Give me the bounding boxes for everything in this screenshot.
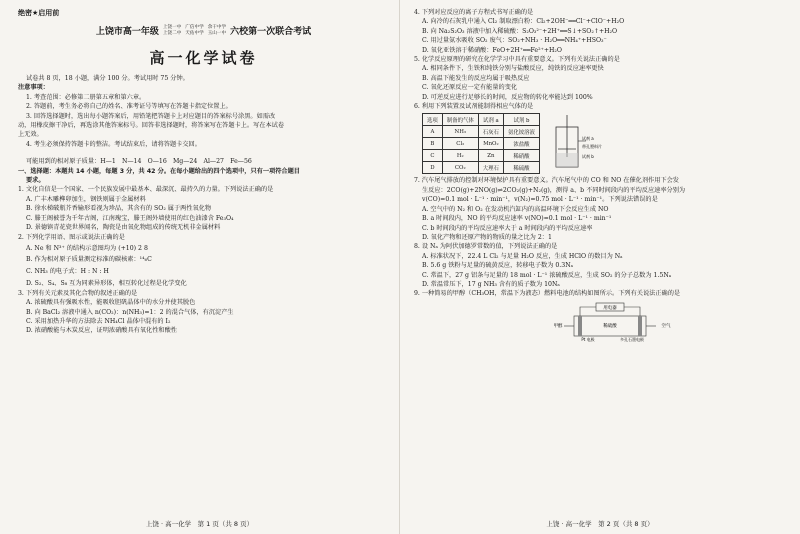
question-7-option-b: B. a 时间段内，NO 的平均反应速率 v(NO)=0.1 mol · L⁻¹ · min⁻¹ xyxy=(422,215,612,223)
table-cell: B xyxy=(423,138,443,150)
table-cell: MnO₂ xyxy=(478,138,503,150)
question-1-option-a: A. 广丰木雕榫卯加生，钢铁则属于金属材料 xyxy=(26,195,146,203)
page-footer: 上饶 · 高一化学 第 2 页（共 8 页） xyxy=(546,520,654,528)
atomic-masses: 可能用到的相对原子质量：H—1 N—14 O—16 Mg—24 Al—27 Fe—56 xyxy=(26,158,252,166)
header-prefix: 上饶市高一年级 xyxy=(95,27,159,37)
school-name: 玉山一中 xyxy=(207,30,227,36)
gas-generator-apparatus xyxy=(548,113,604,173)
table-cell: A xyxy=(423,126,443,138)
apparatus-label: 试剂 b xyxy=(581,154,594,160)
table-header-row xyxy=(423,114,540,126)
question-5-option-c: C. 氧化还原反应一定有能量的变化 xyxy=(422,84,518,92)
question-2-stem: 2. 下列化学用语、图示或说法正确的是 xyxy=(18,233,125,241)
table-header: 选项 xyxy=(423,114,443,126)
question-5-stem: 5. 化学反应原理的研究在化学学习中具有重要意义。下列有关说法正确的是 xyxy=(414,56,620,64)
exam-header xyxy=(18,24,389,37)
header-schools xyxy=(163,25,226,37)
table-cell: 大理石 xyxy=(478,162,503,174)
table-cell: 浓盐酸 xyxy=(503,138,539,150)
question-7-line: 7. 汽车尾气排放的控制对环境保护具有重要意义。汽车尾气中的 CO 和 NO 在催化剂作用下会发 xyxy=(414,177,679,185)
note-line: 2. 答题前，考生务必将自己的姓名、准考证号等填写在答题卡指定位置上。 xyxy=(26,103,232,111)
page-title: 高一化学试卷 xyxy=(149,49,258,67)
question-5-option-a: A. 相同条件下，生铁和纯铁分别与盐酸反应，纯铁的反应速率更快 xyxy=(422,65,604,73)
question-1-option-d: D. 景德镇青花瓷世界闻名，陶瓷是由氧化物组成的传统无机非金属材料 xyxy=(26,224,221,232)
table-header: 试剂 a xyxy=(478,114,503,126)
question-8-option-b: B. 5.6 g 铁粉与足量的硫黄反应，转移电子数为 0.3Nₐ xyxy=(422,262,574,270)
question-1-option-b: B. 徐水梯破瓶芥香输形看视为珍品，其含有的 SO₂ 属于两性氧化物 xyxy=(26,205,212,213)
section-heading: 一、选择题：本题共 14 小题，每题 3 分，共 42 分。在每小题给出的四个选项中，只有一项符合题目 xyxy=(18,167,300,175)
school-name: 上饶一中 xyxy=(162,24,182,30)
table-header: 制备的气体 xyxy=(442,114,478,126)
question-3-option-b: B. 向 BaCl₂ 溶液中通入 n(CO₂)：n(NH₃)=1：2 的混合气体，有沉淀产生 xyxy=(26,308,234,316)
page-footer: 上饶 · 高一化学 第 1 页（共 8 页） xyxy=(145,520,254,528)
question-7-option-c: C. b 时间段内的平均反应速率大于 a 时间段内的平均反应速率 xyxy=(422,224,593,232)
fuel-cell-diagram xyxy=(544,302,684,342)
secret-mark: 绝密★启用前 xyxy=(18,9,60,17)
question-6-figure xyxy=(422,113,784,174)
school-name: 天佑中学 xyxy=(185,30,204,36)
table-cell: CO₂ xyxy=(442,162,478,174)
diagram-label: 用电器 xyxy=(603,305,617,311)
question-8-stem: 8. 设 Nₐ 为阿伏加德罗常数的值，下列说法正确的是 xyxy=(414,243,558,251)
notes-heading: 注意事项： xyxy=(18,84,49,92)
question-4-option-a: A. 向冷的石灰乳中通入 Cl₂ 制取漂白粉：Cl₂+2OH⁻══Cl⁻+ClO⁻+H₂O xyxy=(422,18,625,26)
question-7-option-d: D. 氧化产物和还原产物的物质的量之比为 2：1 xyxy=(422,233,552,241)
table-cell: 稀硝酸 xyxy=(503,150,539,162)
question-2-option-d: D. S₂、S₄、S₈ 互为同素异形体，相互转化过程是化学变化 xyxy=(26,280,187,288)
apparatus-label: 试剂 a xyxy=(581,136,594,142)
school-name: 上饶二中 xyxy=(162,30,182,36)
diagram-label: 甲醇 xyxy=(553,323,563,329)
note-line: 3. 回答选择题时，选出每小题答案后，用铅笔把答题卡上对应题目的答案标号涂黑。如需改 xyxy=(26,112,276,120)
question-3-option-d: D. 浓硝酸能与木炭反应，证明浓硝酸具有氧化性和酸性 xyxy=(26,327,177,335)
table-row xyxy=(423,126,540,138)
school-name: 广信中学 xyxy=(185,24,204,30)
question-2-option-a: A. Ne 和 N³⁺ 的结构示意图均为 (+10) 2 8 xyxy=(26,244,148,252)
table-cell: Cl₂ xyxy=(442,138,478,150)
question-2-option-c: C. NH₃ 的电子式：H : N : H xyxy=(26,268,109,276)
table-cell: C xyxy=(423,150,443,162)
question-6-stem: 6. 利用下列装置及试剂能制得相应气体的是 xyxy=(414,103,534,111)
question-1-stem: 1. 文化自信是一个国家、一个民族发展中最基本、最深沉、最持久的力量。下列说法正确的是 xyxy=(18,186,274,194)
table-cell: 石灰石 xyxy=(478,126,503,138)
diagram-label: 稀硫酸 xyxy=(603,323,617,329)
table-cell: 稀硫酸 xyxy=(503,162,539,174)
note-line: 动，用橡皮擦干净后，再选涂其他答案标号。回答非选择题时，将答案写在答题卡上。写在本试卷 xyxy=(18,122,285,130)
question-3-option-c: C. 采用加热升华的方法除去 NH₄Cl 晶体中混有的 I₂ xyxy=(26,317,171,325)
note-line: 4. 考生必须保持答题卡的整洁。考试结束后，请将答题卡交回。 xyxy=(26,140,201,148)
question-7-line: v(CO)=0.1 mol · L⁻¹ · min⁻¹，v(N₂)=0.75 mol · L⁻¹ · min⁻¹。下列说法错误的是 xyxy=(422,196,658,204)
note-line: 上无效。 xyxy=(18,131,43,139)
question-8-option-a: A. 标准状况下，22.4 L Cl₂ 与足量 H₂O 反应，生成 HClO 的数目为 Nₐ xyxy=(422,252,623,260)
question-4-stem: 4. 下列对应反应的离子方程式书写正确的是 xyxy=(414,9,534,16)
question-3-stem: 3. 下列有关元素及其化合物的叙述正确的是 xyxy=(18,289,138,297)
question-1-option-c: C. 滕王阁被誉为千年古阁，江南瑰宝，滕王阁外墙使用的红色油漆含 Fe₃O₄ xyxy=(26,214,234,222)
table-row xyxy=(423,150,540,162)
apparatus-label: 带孔塑料片 xyxy=(581,144,602,150)
exam-intro: 试卷共 8 页，18 小题，满分 100 分。考试用时 75 分钟。 xyxy=(26,75,189,82)
diagram-label: 多孔石墨电极 xyxy=(620,336,644,342)
table-cell: Zn xyxy=(478,150,503,162)
question-7-option-a: A. 空气中的 N₂ 和 O₂ 在发动机汽缸内的高温环境下会反应生成 NO xyxy=(422,205,609,213)
question-5-option-d: D. 可逆反应进行足够长的时间，反应物的转化率能达到 100% xyxy=(422,93,593,101)
table-row xyxy=(423,162,540,174)
table-row xyxy=(423,138,540,150)
question-4-option-b: B. 向 Na₂S₂O₃ 溶液中加入稀硫酸：S₂O₃²⁻+2H⁺══S↓+SO₂↑+H₂O xyxy=(422,27,618,35)
question-2-option-b: B. 作为相对原子质量测定标准的碳核素：¹⁴₆C xyxy=(26,255,152,263)
header-suffix: 六校第一次联合考试 xyxy=(230,27,312,37)
reagent-table xyxy=(422,113,540,174)
question-9-stem: 9. 一种简易的甲醇（CH₃OH，常温下为液态）燃料电池的结构如图所示。下列有关说法正确的是 xyxy=(414,290,681,298)
note-line: 1. 考查范围：必修第二册第五章和第六章。 xyxy=(26,93,146,101)
question-8-option-c: C. 常温下，27 g 铝条与足量的 18 mol · L⁻¹ 浓硫酸反应，生成 SO₂ 的分子总数为 1.5Nₐ xyxy=(422,271,672,279)
table-cell: H₂ xyxy=(442,150,478,162)
table-header: 试剂 b xyxy=(503,114,539,126)
question-5-option-b: B. 高温下能发生的反应均属于吸热反应 xyxy=(422,74,530,82)
table-cell: D xyxy=(423,162,443,174)
question-4-option-d: D. 氧化亚铁溶于稀硝酸：FeO+2H⁺══Fe²⁺+H₂O xyxy=(422,46,562,54)
table-cell: NH₃ xyxy=(442,126,478,138)
question-4-option-c: C. 用过量氨水吸收 SO₂ 废气：SO₂+NH₃ · H₂O══NH₄⁺+HSO₃⁻ xyxy=(422,37,607,45)
section-heading-cont: 要求。 xyxy=(26,177,45,185)
right-page xyxy=(400,0,800,534)
question-3-option-a: A. 浓硫酸具有强吸水性，能吸收胆矾晶体中的水分并使其脱色 xyxy=(26,299,196,307)
question-8-option-d: D. 常温常压下，17 g NH₃ 含有的质子数为 10Nₐ xyxy=(422,280,560,288)
diagram-label: 空气 xyxy=(661,323,671,329)
table-cell: 氨化铵溶液 xyxy=(503,126,539,138)
question-7-line: 生反应：2CO(g)+2NO(g)⇌2CO₂(g)+N₂(g)，测得 a、b 不同时间段内的平均反应速率分别为 xyxy=(422,186,686,194)
school-name: 余干中学 xyxy=(207,24,227,30)
diagram-label: Pt 电极 xyxy=(581,336,595,342)
